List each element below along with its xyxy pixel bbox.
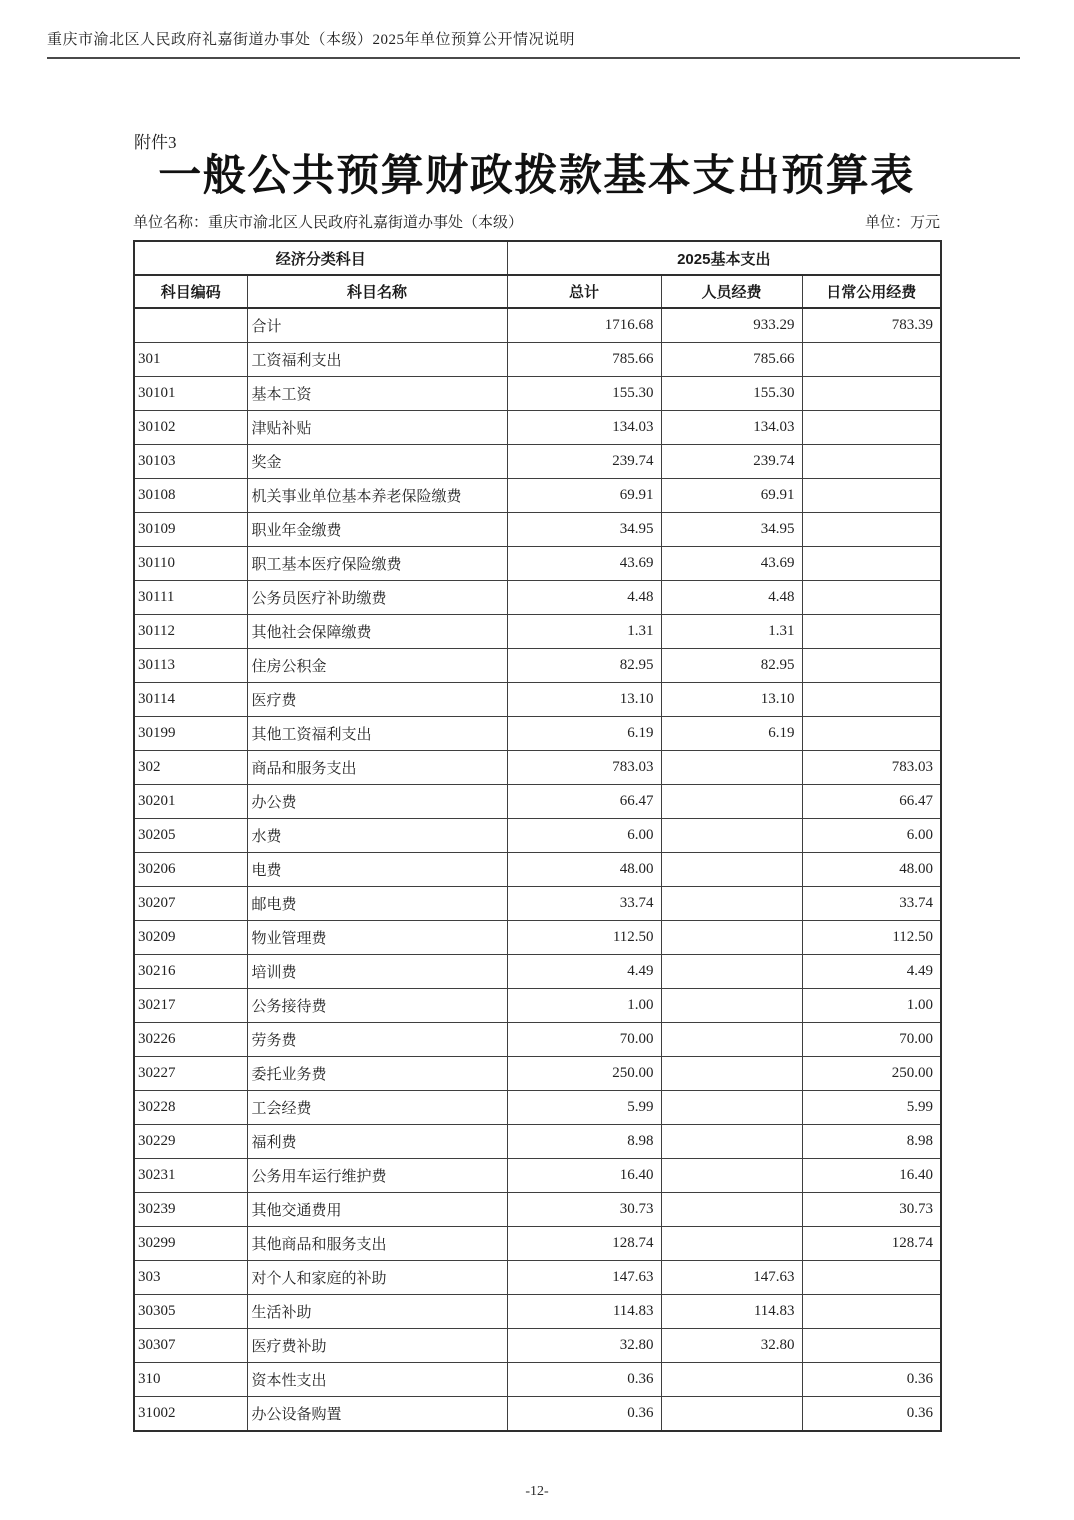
cell-subject-name: 电费 [247,853,507,887]
cell-daily-public-funds [802,1329,941,1363]
column-header-total: 总计 [507,275,661,308]
cell-subject-code: 30206 [134,853,247,887]
cell-subject-name: 其他工资福利支出 [247,717,507,751]
cell-daily-public-funds: 8.98 [802,1125,941,1159]
cell-total: 0.36 [507,1397,661,1432]
cell-subject-code: 30227 [134,1057,247,1091]
cell-subject-code: 30216 [134,955,247,989]
header-economic-category: 经济分类科目 [134,241,507,275]
cell-subject-name: 办公设备购置 [247,1397,507,1432]
cell-daily-public-funds [802,1261,941,1295]
cell-personnel-funds [661,853,802,887]
cell-subject-code: 30112 [134,615,247,649]
cell-subject-name: 商品和服务支出 [247,751,507,785]
table-row [134,615,941,649]
cell-total: 5.99 [507,1091,661,1125]
cell-total: 82.95 [507,649,661,683]
cell-personnel-funds: 34.95 [661,513,802,547]
cell-daily-public-funds: 33.74 [802,887,941,921]
cell-personnel-funds: 32.80 [661,1329,802,1363]
page-title: 一般公共预算财政拨款基本支出预算表 [158,153,915,200]
cell-subject-name: 其他交通费用 [247,1193,507,1227]
table-row [134,343,941,377]
cell-subject-name: 工资福利支出 [247,343,507,377]
table-row [134,1125,941,1159]
cell-subject-code: 30226 [134,1023,247,1057]
cell-total: 134.03 [507,411,661,445]
cell-daily-public-funds: 1.00 [802,989,941,1023]
cell-subject-name: 资本性支出 [247,1363,507,1397]
cell-personnel-funds: 13.10 [661,683,802,717]
cell-subject-name: 奖金 [247,445,507,479]
cell-subject-name: 水费 [247,819,507,853]
cell-personnel-funds [661,989,802,1023]
cell-subject-name: 对个人和家庭的补助 [247,1261,507,1295]
table-row [134,649,941,683]
table-row [134,819,941,853]
cell-daily-public-funds: 30.73 [802,1193,941,1227]
cell-total: 66.47 [507,785,661,819]
cell-daily-public-funds [802,1295,941,1329]
cell-subject-code: 30231 [134,1159,247,1193]
cell-daily-public-funds: 6.00 [802,819,941,853]
table-row [134,1193,941,1227]
cell-total: 13.10 [507,683,661,717]
cell-subject-name: 职工基本医疗保险缴费 [247,547,507,581]
table-row [134,1227,941,1261]
cell-subject-name: 福利费 [247,1125,507,1159]
cell-subject-code: 30209 [134,921,247,955]
header-2025-basic-expenditure: 2025基本支出 [507,241,941,275]
table-row [134,1057,941,1091]
cell-subject-name: 办公费 [247,785,507,819]
table-row [134,479,941,513]
cell-total: 30.73 [507,1193,661,1227]
table-row [134,717,941,751]
cell-total: 114.83 [507,1295,661,1329]
cell-subject-code [134,308,247,343]
table-row [134,1091,941,1125]
cell-personnel-funds: 43.69 [661,547,802,581]
cell-total: 70.00 [507,1023,661,1057]
cell-daily-public-funds: 16.40 [802,1159,941,1193]
cell-daily-public-funds [802,581,941,615]
cell-subject-name: 其他商品和服务支出 [247,1227,507,1261]
cell-personnel-funds [661,1397,802,1432]
unit-info-row [133,211,940,232]
table-row [134,547,941,581]
table-row [134,853,941,887]
cell-subject-name: 工会经费 [247,1091,507,1125]
cell-subject-code: 310 [134,1363,247,1397]
cell-subject-name: 基本工资 [247,377,507,411]
table-row [134,1023,941,1057]
cell-personnel-funds [661,1023,802,1057]
cell-total: 32.80 [507,1329,661,1363]
cell-daily-public-funds [802,547,941,581]
table-row [134,513,941,547]
cell-subject-code: 30305 [134,1295,247,1329]
cell-personnel-funds: 155.30 [661,377,802,411]
cell-daily-public-funds: 66.47 [802,785,941,819]
cell-subject-code: 30111 [134,581,247,615]
cell-total: 155.30 [507,377,661,411]
cell-personnel-funds [661,955,802,989]
cell-subject-code: 302 [134,751,247,785]
column-header-subject-code: 科目编码 [134,275,247,308]
cell-total: 128.74 [507,1227,661,1261]
cell-daily-public-funds: 783.03 [802,751,941,785]
cell-personnel-funds [661,1227,802,1261]
cell-daily-public-funds: 128.74 [802,1227,941,1261]
cell-total: 6.19 [507,717,661,751]
cell-daily-public-funds: 112.50 [802,921,941,955]
cell-subject-code: 30201 [134,785,247,819]
cell-total: 785.66 [507,343,661,377]
cell-total: 147.63 [507,1261,661,1295]
cell-subject-code: 30114 [134,683,247,717]
cell-subject-name: 公务员医疗补助缴费 [247,581,507,615]
table-body [134,308,941,1431]
cell-personnel-funds [661,1091,802,1125]
cell-subject-name: 医疗费 [247,683,507,717]
cell-daily-public-funds [802,343,941,377]
cell-total: 43.69 [507,547,661,581]
cell-personnel-funds: 239.74 [661,445,802,479]
cell-subject-name: 医疗费补助 [247,1329,507,1363]
cell-total: 239.74 [507,445,661,479]
cell-total: 16.40 [507,1159,661,1193]
cell-personnel-funds: 134.03 [661,411,802,445]
table-row [134,989,941,1023]
cell-subject-name: 合计 [247,308,507,343]
cell-daily-public-funds: 0.36 [802,1397,941,1432]
table-row [134,581,941,615]
cell-subject-name: 劳务费 [247,1023,507,1057]
cell-subject-name: 邮电费 [247,887,507,921]
attachment-label: 附件3 [134,133,177,152]
cell-personnel-funds [661,1363,802,1397]
table-row [134,1363,941,1397]
cell-subject-code: 30108 [134,479,247,513]
cell-subject-name: 公务用车运行维护费 [247,1159,507,1193]
cell-total: 69.91 [507,479,661,513]
cell-subject-name: 其他社会保障缴费 [247,615,507,649]
cell-subject-code: 30101 [134,377,247,411]
cell-personnel-funds [661,1125,802,1159]
cell-total: 250.00 [507,1057,661,1091]
cell-personnel-funds [661,1193,802,1227]
cell-subject-code: 30199 [134,717,247,751]
cell-total: 0.36 [507,1363,661,1397]
cell-personnel-funds [661,751,802,785]
cell-subject-name: 委托业务费 [247,1057,507,1091]
cell-personnel-funds: 69.91 [661,479,802,513]
cell-subject-code: 30102 [134,411,247,445]
cell-daily-public-funds: 0.36 [802,1363,941,1397]
cell-daily-public-funds [802,649,941,683]
table-row [134,683,941,717]
table-row [134,1329,941,1363]
cell-total: 112.50 [507,921,661,955]
unit-currency-label: 单位：万元 [864,215,940,231]
cell-subject-code: 30299 [134,1227,247,1261]
cell-personnel-funds: 933.29 [661,308,802,343]
cell-subject-code: 301 [134,343,247,377]
table-column-header-row [134,275,941,308]
page-header-text: 重庆市渝北区人民政府礼嘉街道办事处（本级）2025年单位预算公开情况说明 [47,32,576,48]
cell-subject-name: 机关事业单位基本养老保险缴费 [247,479,507,513]
cell-subject-code: 30109 [134,513,247,547]
cell-subject-code: 303 [134,1261,247,1295]
cell-total: 6.00 [507,819,661,853]
cell-daily-public-funds: 5.99 [802,1091,941,1125]
cell-personnel-funds: 6.19 [661,717,802,751]
cell-personnel-funds [661,1057,802,1091]
table-row [134,1261,941,1295]
cell-daily-public-funds [802,445,941,479]
table-header [134,241,941,308]
cell-personnel-funds [661,785,802,819]
cell-daily-public-funds: 70.00 [802,1023,941,1057]
table-row [134,751,941,785]
cell-subject-code: 30113 [134,649,247,683]
cell-personnel-funds [661,887,802,921]
cell-subject-code: 30207 [134,887,247,921]
table-row [134,1159,941,1193]
cell-personnel-funds: 82.95 [661,649,802,683]
cell-daily-public-funds: 4.49 [802,955,941,989]
cell-subject-name: 物业管理费 [247,921,507,955]
cell-subject-name: 津贴补贴 [247,411,507,445]
cell-daily-public-funds [802,513,941,547]
table-group-header-row [134,241,941,275]
column-header-daily-public-funds: 日常公用经费 [802,275,941,308]
budget-table [133,240,942,1432]
cell-total: 48.00 [507,853,661,887]
table-row [134,785,941,819]
page-number: -12- [525,1484,549,1499]
table-row [134,1295,941,1329]
cell-daily-public-funds [802,377,941,411]
table-row [134,1397,941,1432]
cell-subject-code: 30103 [134,445,247,479]
cell-total: 4.49 [507,955,661,989]
table-row [134,308,941,343]
cell-daily-public-funds: 250.00 [802,1057,941,1091]
cell-subject-name: 培训费 [247,955,507,989]
cell-subject-code: 30205 [134,819,247,853]
cell-total: 783.03 [507,751,661,785]
cell-personnel-funds [661,1159,802,1193]
column-header-subject-name: 科目名称 [247,275,507,308]
page-header [47,28,1020,59]
cell-daily-public-funds [802,683,941,717]
cell-personnel-funds [661,921,802,955]
cell-daily-public-funds [802,479,941,513]
cell-subject-name: 公务接待费 [247,989,507,1023]
cell-total: 8.98 [507,1125,661,1159]
cell-subject-code: 30307 [134,1329,247,1363]
cell-subject-code: 31002 [134,1397,247,1432]
cell-total: 1716.68 [507,308,661,343]
table-row [134,377,941,411]
cell-total: 4.48 [507,581,661,615]
unit-name-label: 单位名称：重庆市渝北区人民政府礼嘉街道办事处（本级） [133,215,524,231]
cell-daily-public-funds: 783.39 [802,308,941,343]
cell-personnel-funds: 1.31 [661,615,802,649]
cell-daily-public-funds: 48.00 [802,853,941,887]
cell-total: 1.31 [507,615,661,649]
table-row [134,887,941,921]
cell-subject-code: 30228 [134,1091,247,1125]
cell-personnel-funds: 4.48 [661,581,802,615]
cell-personnel-funds: 114.83 [661,1295,802,1329]
cell-personnel-funds [661,819,802,853]
cell-subject-code: 30229 [134,1125,247,1159]
table-row [134,921,941,955]
cell-total: 33.74 [507,887,661,921]
cell-subject-name: 生活补助 [247,1295,507,1329]
cell-subject-name: 住房公积金 [247,649,507,683]
cell-personnel-funds: 147.63 [661,1261,802,1295]
cell-subject-code: 30239 [134,1193,247,1227]
column-header-personnel-funds: 人员经费 [661,275,802,308]
cell-total: 34.95 [507,513,661,547]
cell-subject-code: 30110 [134,547,247,581]
cell-total: 1.00 [507,989,661,1023]
cell-personnel-funds: 785.66 [661,343,802,377]
table-row [134,955,941,989]
cell-subject-code: 30217 [134,989,247,1023]
cell-daily-public-funds [802,615,941,649]
table-row [134,445,941,479]
cell-subject-name: 职业年金缴费 [247,513,507,547]
cell-daily-public-funds [802,411,941,445]
cell-daily-public-funds [802,717,941,751]
table-row [134,411,941,445]
